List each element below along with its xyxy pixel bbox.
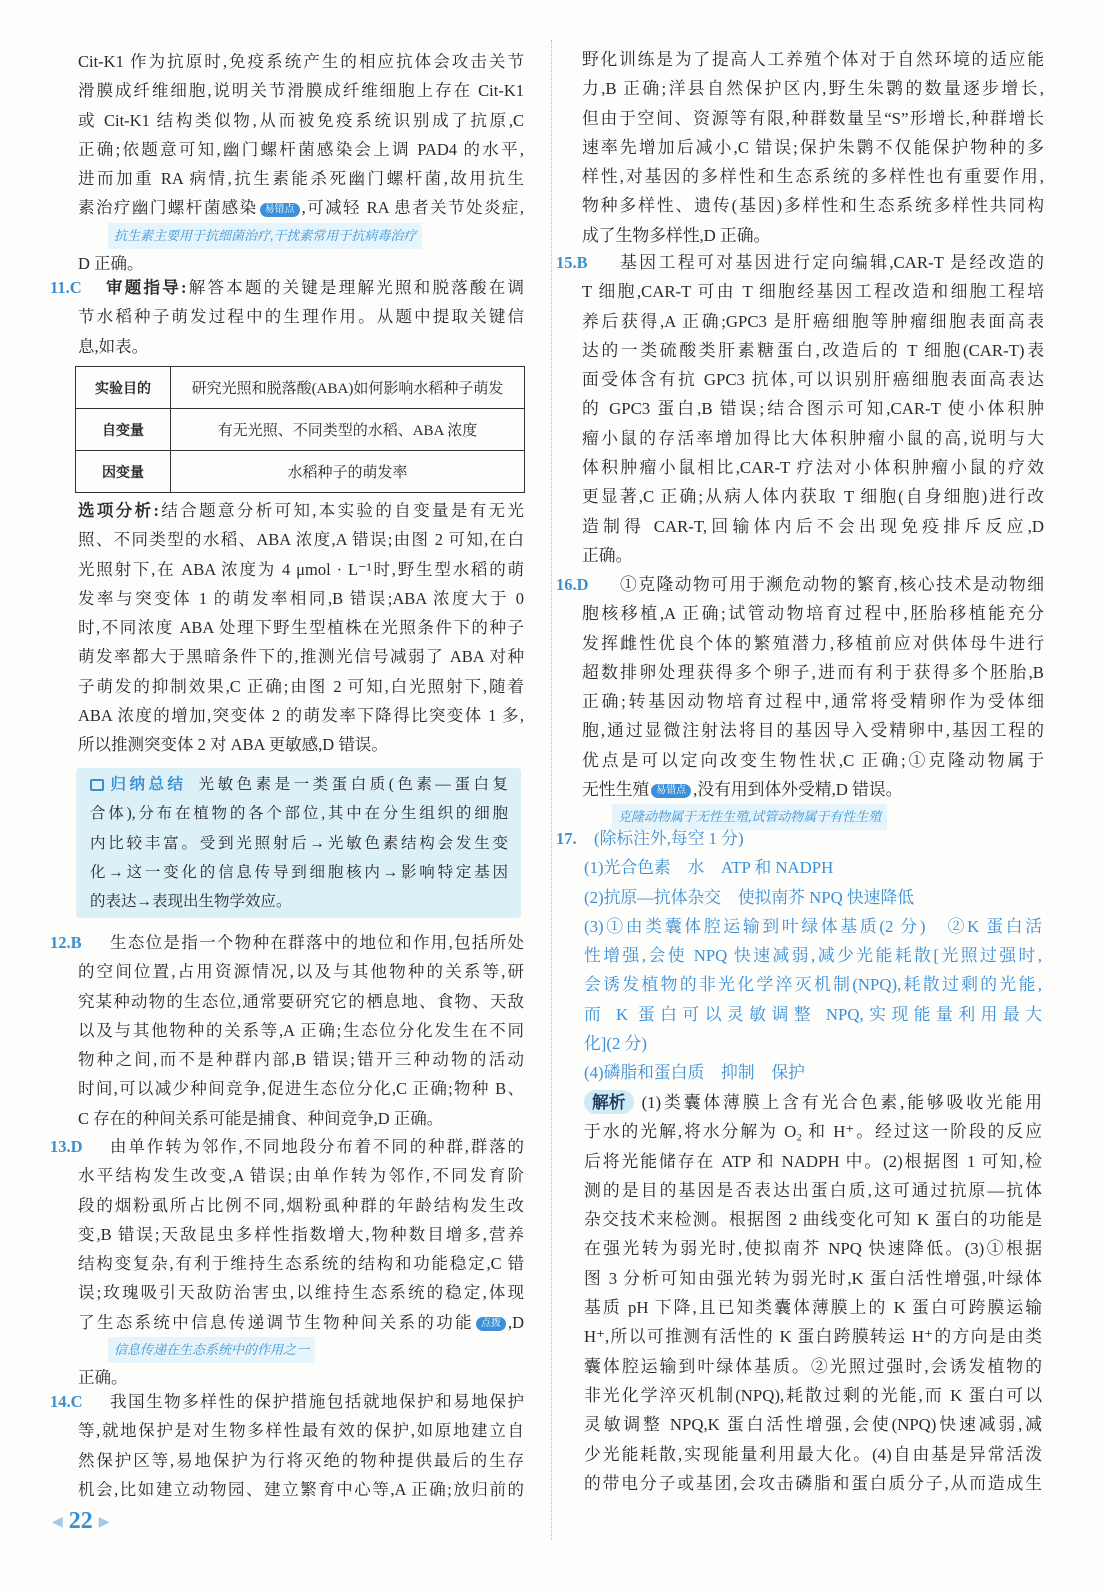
text-line: 囊体腔运输到叶绿体基质。②光照过强时,会诱发植物的	[584, 1356, 1042, 1376]
table-row	[76, 367, 525, 409]
table-header-cell: 自变量	[76, 409, 171, 451]
text-line: 更显著,C 正确;从病人体内获取 T 细胞(自身细胞)进行改	[582, 487, 1044, 507]
text-line: 或 Cit-K1 结构类似物,从而被免疫系统识别成了抗原,C	[78, 110, 524, 130]
answer-13	[78, 1132, 524, 1392]
text-line	[90, 887, 508, 916]
text-run: 息,如表。	[78, 336, 149, 356]
answer-17	[584, 824, 1042, 1088]
text-line: 物种多样性、遗传(基因)多样性和生态系统多样性共同构	[582, 196, 1044, 216]
text-line: 瘤小鼠的存活率增加得比大体积肿瘤小鼠的高,说明与大	[582, 428, 1044, 448]
answer-16	[582, 570, 1044, 830]
text-line: 测的是目的基因是否表达出蛋白质,这可通过抗原—抗体	[584, 1180, 1042, 1200]
answer-11-analysis	[78, 496, 524, 760]
text-line: 究某种动物的生态位,通常要研究它的栖息地、食物、天敌	[78, 991, 524, 1011]
answer-label: 12.B	[50, 933, 82, 952]
text-line: 养后获得,A 正确;GPC3 是肝癌细胞等肿瘤细胞表面高表	[582, 311, 1044, 331]
text-line: 达的一类硫酸类肝素糖蛋白,改造后的 T 细胞(CAR-T)表	[582, 340, 1044, 360]
text-line: 时间,可以减少种间竞争,促进生态位分化,C 正确;物种 B、	[78, 1079, 524, 1099]
text-line	[90, 770, 508, 799]
text-run: (1)光合色素 水 ATP 和 NADPH	[584, 858, 834, 878]
text-line: 力,B 正确;洋县自然保护区内,野生朱鹮的数量逐步增长,	[582, 79, 1044, 99]
table-row	[76, 451, 525, 493]
text-line	[584, 1088, 1042, 1117]
tip-badge: 易错点	[651, 784, 691, 798]
answer-11-guide	[78, 273, 524, 361]
text-line: 以及与其他物种的关系等,A 正确;生态位分化发生在不同	[78, 1020, 524, 1040]
answer-label: 17.	[556, 829, 577, 848]
text-line: 非光化学淬灭机制(NPQ),耗散过剩的光能,而 K 蛋白可以	[584, 1385, 1042, 1405]
text-run: ,D	[507, 1312, 524, 1332]
right-arrow-icon: ▶	[98, 1514, 110, 1530]
text-line: 少光能耗散,实现能量利用最大化。(4)自由基是异常活泼	[584, 1444, 1042, 1464]
annotation-note: 信息传递在生态系统中的作用之一	[108, 1337, 315, 1363]
text-line: 野化训练是为了提高人工养殖个体对于自然环境的适应能	[582, 50, 1044, 69]
text-line: 正确;依题意可知,幽门螺杆菌感染会上调 PAD4 的水平,	[78, 139, 524, 159]
tip-badge: 点拨	[476, 1317, 506, 1331]
text-line: 速率先增加后减小,C 错误;保护朱鹮不仅能保护物种的多	[582, 137, 1044, 157]
text-run: 无性生殖	[582, 780, 650, 800]
text-line	[584, 1029, 1042, 1058]
text-run: 解答本题的关键是理解光照和脱落酸在调	[186, 278, 524, 297]
text-run: (4)磷脂和蛋白质 抑制 保护	[584, 1063, 805, 1083]
text-line: 内比较丰富。受到光照射后→光敏色素结构会发生变	[90, 834, 508, 852]
answer-label: 13.D	[50, 1137, 83, 1156]
text-run: 结合题意分析可知,本实验的自变量是有无光	[158, 501, 525, 520]
annotation-note: 克隆动物属于无性生殖,试管动物属于有性生殖	[612, 804, 887, 830]
text-run: ,没有用到体外受精,D 错误。	[693, 780, 903, 800]
text-line: 合体),分布在植物的各个部位,其中在分生组织的细胞	[90, 805, 508, 823]
text-line	[584, 853, 1042, 882]
text-line	[78, 193, 524, 222]
text-run: 成了生物多样性,D 正确。	[582, 225, 771, 245]
text-line: H⁺,所以可推测有活性的 K 蛋白跨膜转运 H⁺的方向是由类	[584, 1327, 1042, 1347]
text-run: 正确。	[582, 545, 633, 565]
text-line: 正确;转基因动物培育过程中,通常将受精卵作为受体细	[582, 692, 1044, 712]
text-line: 光照射下,在 ABA 浓度为 4 μmol · L⁻¹时,野生型水稻的萌	[78, 559, 524, 579]
text-line: 超数排卵处理获得多个卵子,进而有利于获得多个胚胎,B	[582, 662, 1044, 682]
section-heading: 选项分析:	[78, 501, 159, 520]
text-line: 子萌发的抑制效果,C 正确;由图 2 可知,白光照射下,随着	[78, 676, 524, 696]
text-line	[78, 1308, 524, 1337]
text-line	[78, 496, 524, 525]
section-heading: 审题指导:	[106, 278, 187, 297]
text-line: 基质 pH 下降,且已知类囊体薄膜上的 K 蛋白可跨膜运输	[584, 1298, 1042, 1318]
text-line: 胞,通过显微注射法将目的基因导入受精卵中,基因工程的	[582, 721, 1044, 741]
text-line: 优点是可以定向改变生物性状,C 正确;①克隆动物属于	[582, 750, 1044, 770]
text-line: 时,不同浓度 ABA 处理下野生型植株在光照条件下的种子	[78, 618, 524, 638]
column-divider	[551, 40, 552, 1540]
text-run: D 正确。	[78, 253, 144, 273]
answer-label: 14.C	[50, 1392, 83, 1411]
text-run: (2)抗原—抗体杂交 使拟南芥 NPQ 快速降低	[584, 887, 915, 907]
text-line: 变,B 错误;天敌昆虫多样性指数增大,物种数目增多,营养	[78, 1224, 524, 1244]
table-cell: 研究光照和脱落酸(ABA)如何影响水稻种子萌发	[171, 367, 525, 409]
text-line: 于水的光解,将水分解为 O₂ 和 H⁺。经过这一阶段的反应	[584, 1122, 1042, 1142]
text-line: ①克隆动物可用于濒危动物的繁育,核心技术是动物细	[620, 575, 1044, 594]
text-run: ,可减轻 RA 患者关节处炎症,	[301, 198, 524, 218]
text-run: C 存在的种间关系可能是捕食、种间竞争,D 正确。	[78, 1108, 444, 1128]
text-line	[78, 332, 524, 361]
text-line: 发率与突变体 1 的萌发率相同,B 错误;ABA 浓度大于 0	[78, 588, 524, 608]
text-line: 生态位是指一个物种在群落中的地位和作用,包括所处	[110, 933, 524, 952]
table-row	[76, 409, 525, 451]
text-line: 萌发率都大于黑暗条件下的,推测光信号减弱了 ABA 对种	[78, 647, 524, 667]
text-line: 的带电分子或基团,会攻击磷脂和蛋白质分子,从而造成生	[584, 1473, 1042, 1493]
text-run: (除标注外,每空 1 分)	[594, 829, 744, 848]
answer-label: 11.C	[50, 278, 82, 297]
text-line: 化→这一变化的信息传导到细胞核内→影响特定基因	[90, 863, 508, 881]
text-line: 结构变复杂,有利于维持生态系统的结构和功能稳定,C 错	[78, 1254, 524, 1274]
text-run: 正确。	[78, 1368, 128, 1388]
text-run: 所以推测突变体 2 对 ABA 更敏感,D 错误。	[78, 735, 388, 755]
text-line	[584, 824, 1042, 853]
tip-badge: 易错点	[260, 203, 300, 217]
text-line: 物种之间,而不是种群内部,B 错误;错开三种动物的活动	[78, 1050, 524, 1070]
text-line: 造制得 CAR-T,回输体内后不会出现免疫排斥反应,D	[582, 516, 1044, 536]
answer-label: 15.B	[556, 253, 588, 272]
text-line: 而 K 蛋白可以灵敏调整 NPQ,实现能量利用最大	[584, 1004, 1042, 1024]
summary-title: 归纳总结	[107, 775, 187, 793]
experiment-table	[75, 366, 525, 493]
table-cell: 有无光照、不同类型的水稻、ABA 浓度	[171, 409, 525, 451]
answer-17-explanation	[584, 1088, 1042, 1498]
text-line: 照、不同类型的水稻、ABA 浓度,A 错误;由图 2 可知,在白	[78, 530, 524, 550]
text-line: 然保护区等,易地保护为行将灭绝的物种提供最后的生存	[78, 1450, 524, 1470]
text-line	[582, 541, 1044, 570]
text-line: 滑膜成纤维细胞,说明关节滑膜成纤维细胞上存在 Cit-K1	[78, 81, 524, 101]
text-line: 由单作转为邻作,不同地段分布着不同的种群,群落的	[110, 1137, 524, 1156]
text-line: 误;玫瑰吸引天敌防治害虫,以维持生态系统的稳定,体现	[78, 1283, 524, 1303]
explanation-tag: 解析	[584, 1090, 634, 1114]
left-arrow-icon: ◀	[52, 1514, 63, 1530]
text-line: 样性,对基因的多样性和生态系统的多样性也有重要作用,	[582, 167, 1044, 187]
text-line	[582, 775, 1044, 804]
text-line	[78, 730, 524, 759]
text-line: 在强光转为弱光时,使拟南芥 NPQ 快速降低。(3)①根据	[584, 1239, 1042, 1259]
table-cell: 水稻种子的萌发率	[171, 451, 525, 493]
text-line	[584, 883, 1042, 912]
book-icon	[90, 779, 104, 791]
text-line: 杂交技术来检测。根据图 2 曲线变化可知 K 蛋白的功能是	[584, 1210, 1042, 1230]
table-header-cell: 因变量	[76, 451, 171, 493]
text-run: 光敏色素是一类蛋白质(色素—蛋白复	[198, 776, 508, 793]
text-line	[584, 1058, 1042, 1087]
page-number-text: 22	[68, 1508, 93, 1534]
text-line: 等,就地保护是对生物多样性最有效的保护,如原地建立自	[78, 1421, 524, 1441]
text-run: (1)类囊体薄膜上含有光合色素,能够吸收光能用	[641, 1093, 1042, 1112]
page-number	[52, 1508, 110, 1535]
text-line: 胞核移植,A 正确;试管动物培育过程中,胚胎移植能充分	[582, 604, 1044, 624]
text-line	[78, 1104, 524, 1133]
table-header-cell: 实验目的	[76, 367, 171, 409]
text-line: 段的烟粉虱所占比例不同,烟粉虱种群的年龄结构发生改	[78, 1195, 524, 1215]
answer-label: 16.D	[556, 575, 589, 594]
text-line: 性增强,会使 NPQ 快速减弱,减少光能耗散[光照过强时,	[584, 946, 1042, 966]
summary-text	[90, 770, 508, 916]
text-run: 化](2 分)	[584, 1034, 647, 1054]
text-line: 但由于空间、资源等有限,种群数量呈“S”形增长,种群增长	[582, 108, 1044, 128]
text-line: 会诱发植物的非光化学淬灭机制(NPQ),耗散过剩的光能,	[584, 975, 1042, 995]
answer-14	[78, 1387, 524, 1504]
text-line: 基因工程可对基因进行定向编辑,CAR-T 是经改造的	[620, 253, 1044, 272]
text-line: 机会,比如建立动物园、建立繁育中心等,A 正确;放归前的	[78, 1479, 524, 1499]
answer-10-continuation	[78, 47, 524, 278]
text-line: 发挥雌性优良个体的繁殖潜力,移植前应对供体母牛进行	[582, 633, 1044, 653]
text-run: 了生态系统中信息传递调节生物种间关系的功能	[78, 1312, 474, 1332]
text-line	[78, 273, 524, 302]
text-line: ABA 浓度的增加,突变体 2 的萌发率下降得比突变体 1 多,	[78, 706, 524, 726]
answer-14-continuation	[582, 45, 1044, 250]
text-line: 面受体含有抗 GPC3 抗体,可以识别肝癌细胞表面高表达	[582, 370, 1044, 390]
text-line: 进而加重 RA 病情,抗生素能杀死幽门螺杆菌,故用抗生	[78, 169, 524, 189]
text-line: 的 GPC3 蛋白,B 错误;结合图示可知,CAR-T 使小体积肿	[582, 399, 1044, 419]
text-line: 图 3 分析可知由强光转为弱光时,K 蛋白活性增强,叶绿体	[584, 1268, 1042, 1288]
text-run: 的表达→表现出生物学效应。	[90, 893, 292, 911]
text-line: (3)①由类囊体腔运输到叶绿体基质(2 分) ②K 蛋白活	[584, 916, 1042, 936]
text-line: 我国生物多样性的保护措施包括就地保护和易地保护	[110, 1392, 524, 1411]
text-line: 节水稻种子萌发过程中的生理作用。从题中提取关键信	[78, 307, 524, 327]
text-line: 体积肿瘤小鼠相比,CAR-T 疗法对小体积肿瘤小鼠的疗效	[582, 458, 1044, 478]
text-line: 灵敏调整 NPQ,K 蛋白活性增强,会使(NPQ)快速减弱,减	[584, 1415, 1042, 1435]
text-line: 水平结构发生改变,A 错误;由单作转为邻作,不同发育阶	[78, 1166, 524, 1186]
annotation-note: 抗生素主要用于抗细菌治疗,干扰素常用于抗病毒治疗	[108, 223, 422, 249]
text-line	[582, 221, 1044, 250]
text-line: 的空间位置,占用资源情况,以及与其他物种的关系等,研	[78, 962, 524, 982]
answer-12	[78, 928, 524, 1133]
text-line: T 细胞,CAR-T 可由 T 细胞经基因工程改造和细胞工程培	[582, 282, 1044, 302]
answer-15	[582, 248, 1044, 570]
text-line: Cit-K1 作为抗原时,免疫系统产生的相应抗体会攻击关节	[78, 52, 524, 71]
text-line: 后将光能储存在 ATP 和 NADPH 中。(2)根据图 1 可知,检	[584, 1151, 1042, 1171]
text-run: 素治疗幽门螺杆菌感染	[78, 198, 258, 218]
